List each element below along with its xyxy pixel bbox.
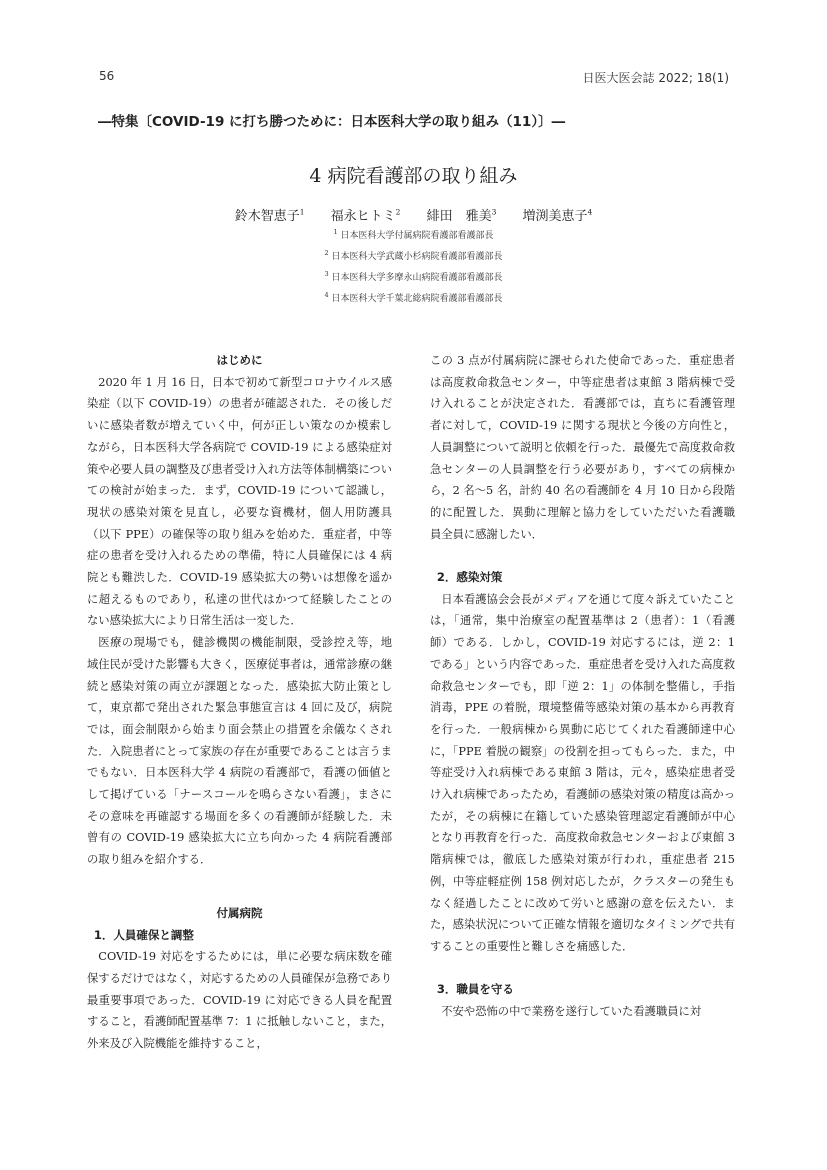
author: 緋田 雅美$^3$ [426,207,497,224]
article-title: 4 病院看護部の取り組み [309,165,518,187]
page-number: 56 [99,69,115,83]
right-column [430,350,735,1023]
author-list [0,205,827,224]
section-heading: 付属病院 [216,905,263,920]
affiliation: $^1$ 日本医科大学付属病院看護部看護部長 [333,228,494,241]
series-title: ―特集〔COVID-19 に打ち勝つために：日本医科大学の取り組み（11）〕― [98,114,566,130]
affiliation: $^4$ 日本医科大学千葉北総病院看護部看護部長 [324,291,503,304]
paragraph: 2020 年 1 月 16 日，日本で初めて新型コロナウイルス感染症（以下 COVID-19）の患者が確認された．その後しだいに感染者数が増えていく中，何が正しい策なのか模索しながら，日本医科大学各病院で COVID-19 による感染症対策や必要人員の調整及び患者受け入れ方法等体制構築についての検討が始まった．まず，COVID-19 について認識し，現状の感染対策を見直し，必要な資機材，個人用防護具（以下 PPE）の確保等の取り組みを始めた．重症者，中等症の患者を受け入れるための準備，特に人員確保には 4 病院とも難渋した．COVID-19 感染拡大の勢いは想像を遥かに超えるものであり，私達の世代はかつて経験したことのない感染拡大により日常生活は一変した． [87,375,392,628]
author: 福永ヒトミ$^2$ [330,207,401,224]
author: 増渕美恵子$^4$ [522,207,593,224]
subsection-heading: 3．職員を守る [436,982,514,997]
paragraph: この 3 点が付属病院に課せられた使命であった．重症患者は高度救命救急センター，中等症患者は東館 3 階病棟で受け入れることが決定された．看護部では，直ちに看護管理者に対して，COVID-19 に関する現状と今後の方向性と，人員調整について説明と依頼を行った．最優先で高度救命救急センターの人員調整を行う必要があり，すべての病棟から，2 名～5 名，計約 40 名の看護師を 4 月 10 日から段階的に配置した．異動に理解と協力をしていただいた看護職員全員に感謝したい． [430,354,735,541]
author: 鈴木智恵子$^1$ [234,207,305,224]
subsection-heading: 2．感染対策 [436,570,503,585]
paragraph: 日本看護協会会長がメディアを通じて度々訴えていたことは，「通常，集中治療室の配置基準は 2（患者）：1（看護師）である．しかし，COVID-19 対応するには，逆 2：1 である」という内容であった．重症患者を受け入れた高度救命救急センターでも，即「逆 2：1」の体制を整備し，手指消毒，PPE の着脱，環境整備等感染対策の基本から再教育を行った．一般病棟から異動に応じてくれた看護師達中心に，「PPE 着脱の観察」の役割を担ってもらった．また，中等症受け入れ病棟である東館 3 階は，元々，感染症患者受け入れ病棟であったため，看護師の感染対策の精度は高かったが，その病棟に在籍していた感染管理認定看護師が中心となり再教育を行った．高度救命救急センターおよび東館 3 階病棟では，徹底した感染対策が行われ，重症患者 215 例，中等症軽症例 158 例対応したが，クラスターの発生もなく経過したことに改めて労いと感謝の意を伝えたい．また，感染状況について正確な情報を適切なタイミングで共有することの重要性と難しさを痛感した． [430,592,735,953]
left-column [87,350,392,1055]
affiliation: $^3$ 日本医科大学多摩永山病院看護部看護部長 [324,270,503,283]
section-heading: はじめに [216,353,263,367]
paragraph: 不安や恐怖の中で業務を遂行していた看護職員に対 [441,1005,702,1019]
subsection-heading: 1．人員確保と調整 [93,927,194,942]
paragraph: COVID-19 対応をするためには，単に必要な病床数を確保するだけではなく，対応するための人員確保が急務であり最重要事項であった．COVID-19 に対応できる人員を配置すること，看護師配置基準 7：1 に抵触しないこと，また，外来及び入院機能を維持すること， [87,950,392,1051]
journal-citation: 日医大医会誌 2022; 18(1) [582,71,729,85]
paragraph: 医療の現場でも，健診機関の機能制限，受診控え等，地域住民が受けた影響も大きく，医療従事者は，通常診療の継続と感染対策の両立が課題となった．感染拡大防止策として，東京都で発出された緊急事態宣言は 4 回に及び，病院では，面会制限から始まり面会禁止の措置を余儀なくされた．入院患者にとって家族の存在が重要であることは言うまでもない．日本医科大学 4 病院の看護部で，看護の価値として掲げている「ナースコールを鳴らさない看護」，まさにその意味を再確認する場面を多くの看護師が経験した．未曾有の COVID-19 感染拡大に立ち向かった 4 病院看護部の取り組みを紹介する． [87,636,392,867]
affiliation: $^2$ 日本医科大学武蔵小杉病院看護部看護部長 [324,249,503,262]
